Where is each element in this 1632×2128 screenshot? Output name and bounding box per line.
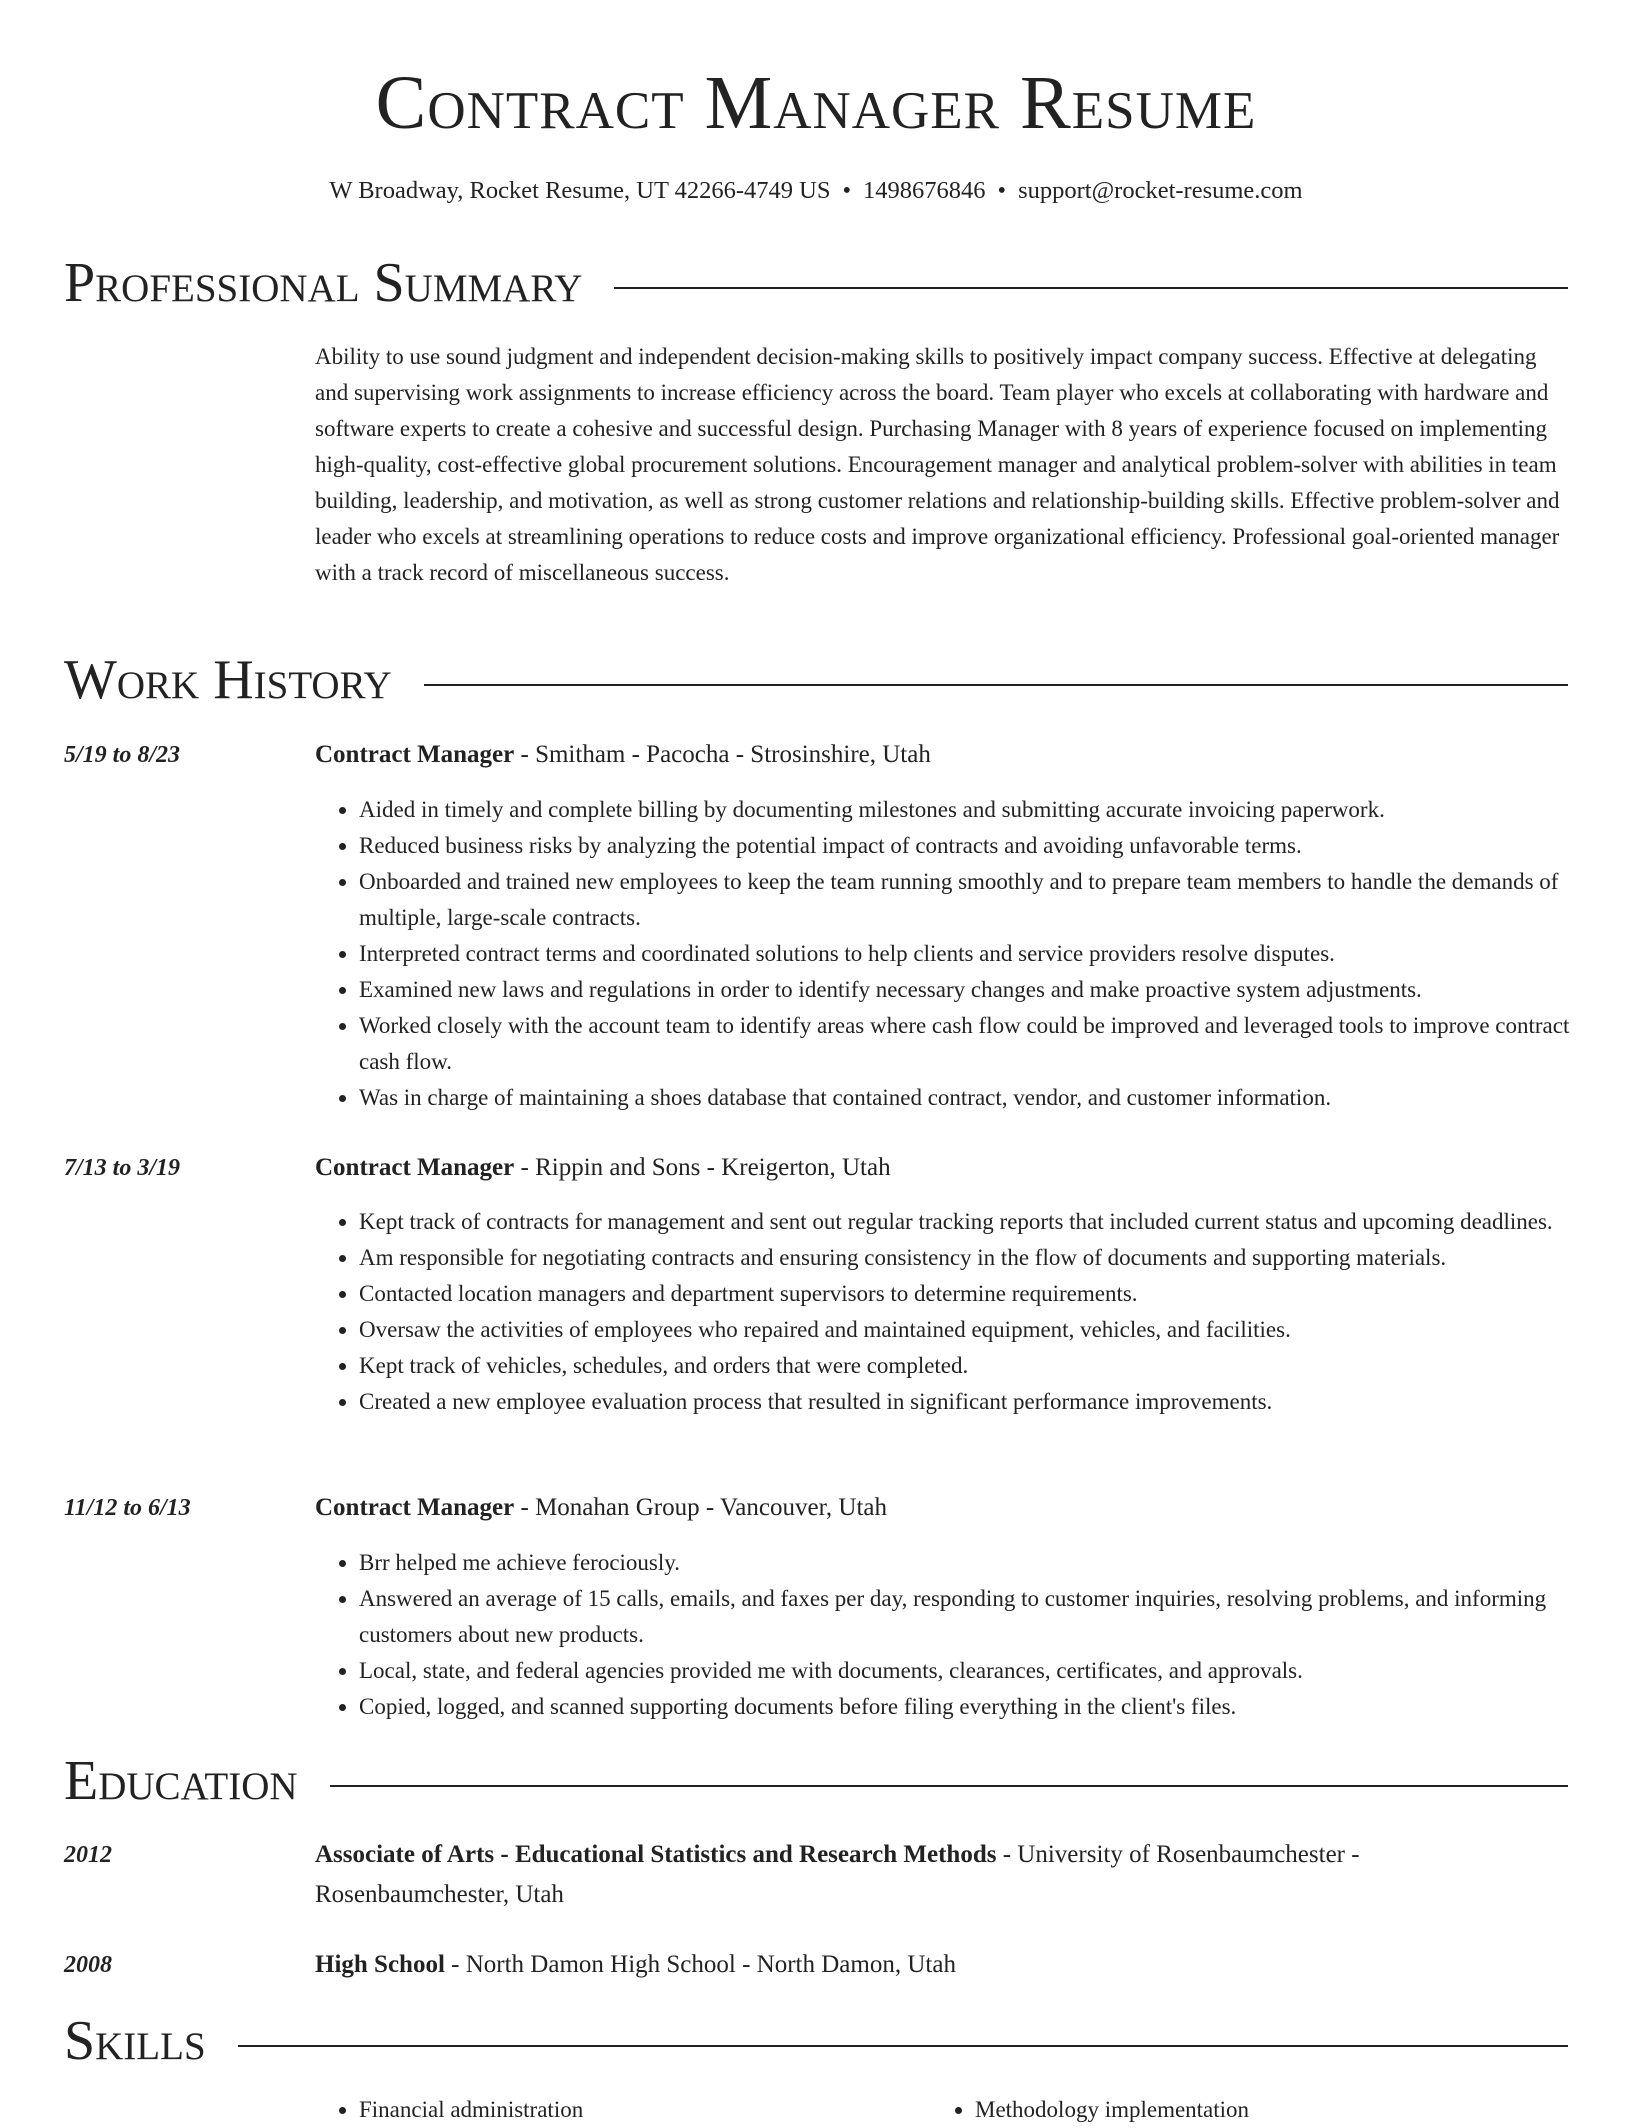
skills-column-right <box>931 2092 1535 2128</box>
summary-text: Ability to use sound judgment and independent decision-making skills to positively impact company success. Effective at delegating and supervising work assignments to increase efficiency across the board. Team player who excels at collaborating with hardware and software experts to create a cohesive and successful design. Purchasing Manager with 8 years of experience focused on implementing high-quality, cost-effective global procurement solutions. Encouragement manager and analytical problem-solver with abilities in team building, leadership, and motivation, as well as strong customer relations and relationship-building skills. Effective problem-solver and leader who excels at streamlining operations to reduce costs and improve organizational efficiency. Professional goal-oriented manager with a track record of miscellaneous success. <box>315 344 1560 585</box>
contact-separator: • <box>842 177 852 204</box>
skill-item: • Financial administration <box>359 2092 919 2128</box>
section-divider <box>64 2045 1568 2047</box>
job-bullet: • Onboarded and trained new employees to keep the team running smoothly and to prepare team members to handle the demands of multiple, large-scale contracts. <box>359 864 1609 936</box>
job-bullet: • Kept track of vehicles, schedules, and orders that were completed. <box>359 1348 1609 1384</box>
section-title-education: Education <box>64 1751 330 1811</box>
contact-line <box>0 174 1632 208</box>
section-heading-education <box>64 1751 1568 1811</box>
job-title: Contract Manager <box>315 1154 515 1181</box>
job-employer: - Monahan Group - Vancouver, Utah <box>514 1494 887 1521</box>
job-bullet: • Aided in timely and complete billing by documenting milestones and submitting accurate invoicing paperwork. <box>359 792 1609 828</box>
job-bullets <box>315 1545 1609 1725</box>
education-degree: High School <box>315 1951 445 1978</box>
job-bullet: • Contacted location managers and department supervisors to determine requirements. <box>359 1276 1609 1312</box>
contact-address: W Broadway, Rocket Resume, UT 42266-4749 US <box>329 177 831 204</box>
section-heading-summary <box>64 253 1568 313</box>
job-bullet: • Was in charge of maintaining a shoes database that contained contract, vendor, and customer information. <box>359 1080 1609 1116</box>
contact-phone: 1498676846 <box>863 177 986 204</box>
section-title-work-history: Work History <box>64 650 424 710</box>
job-bullet: • Answered an average of 15 calls, emails, and faxes per day, responding to customer inquiries, resolving problems, and informing customers about new products. <box>359 1581 1609 1653</box>
job-dates: 7/13 to 3/19 <box>64 1155 181 1181</box>
job-dates: 11/12 to 6/13 <box>64 1495 191 1521</box>
education-year: 2008 <box>64 1952 112 1978</box>
job-bullet: • Created a new employee evaluation process that resulted in significant performance improvements. <box>359 1384 1609 1420</box>
section-title-skills: Skills <box>64 2011 238 2071</box>
job-header <box>315 1490 1565 1526</box>
section-heading-skills <box>64 2011 1568 2071</box>
contact-separator: • <box>997 177 1007 204</box>
job-header <box>315 1150 1565 1186</box>
job-title: Contract Manager <box>315 741 515 768</box>
education-year: 2012 <box>64 1842 112 1868</box>
job-bullet: • Examined new laws and regulations in order to identify necessary changes and make proactive system adjustments. <box>359 972 1609 1008</box>
education-school: - North Damon High School - North Damon, Utah <box>444 1951 956 1978</box>
job-title: Contract Manager <box>315 1494 515 1521</box>
job-employer: - Rippin and Sons - Kreigerton, Utah <box>514 1154 891 1181</box>
education-school: - University of Rosenbaumchester - Rosenbaumchester, Utah <box>315 1841 1360 1908</box>
job-dates: 5/19 to 8/23 <box>64 742 181 768</box>
job-bullet: • Worked closely with the account team to identify areas where cash flow could be improved and leveraged tools to improve contract cash flow. <box>359 1008 1609 1080</box>
job-header <box>315 737 1565 773</box>
job-bullet: • Copied, logged, and scanned supporting documents before filing everything in the client's files. <box>359 1689 1609 1725</box>
job-bullet: • Local, state, and federal agencies provided me with documents, clearances, certificates, and approvals. <box>359 1653 1609 1689</box>
job-bullet: • Brr helped me achieve ferociously. <box>359 1545 1609 1581</box>
education-degree: Associate of Arts - Educational Statistics and Research Methods <box>315 1841 997 1868</box>
section-title-summary: Professional Summary <box>64 253 614 313</box>
section-heading-work-history <box>64 650 1568 710</box>
job-bullet: • Reduced business risks by analyzing the potential impact of contracts and avoiding unfavorable terms. <box>359 828 1609 864</box>
resume-title: Contract Manager Resume <box>375 61 1257 145</box>
skill-item: • Methodology implementation <box>975 2092 1535 2128</box>
job-bullets <box>315 792 1609 1116</box>
job-bullet: • Am responsible for negotiating contracts and ensuring consistency in the flow of documents and supporting materials. <box>359 1240 1609 1276</box>
job-employer: - Smitham - Pacocha - Strosinshire, Utah <box>514 741 931 768</box>
education-entry <box>315 1945 1495 1985</box>
education-entry <box>315 1835 1495 1915</box>
job-bullet: • Oversaw the activities of employees who repaired and maintained equipment, vehicles, and facilities. <box>359 1312 1609 1348</box>
job-bullet: • Interpreted contract terms and coordinated solutions to help clients and service providers resolve disputes. <box>359 936 1609 972</box>
job-bullet: • Kept track of contracts for management and sent out regular tracking reports that included current status and upcoming deadlines. <box>359 1204 1609 1240</box>
contact-email[interactable]: support@rocket-resume.com <box>1018 177 1303 204</box>
skills-column-left <box>315 2092 919 2128</box>
job-bullets <box>315 1204 1609 1420</box>
